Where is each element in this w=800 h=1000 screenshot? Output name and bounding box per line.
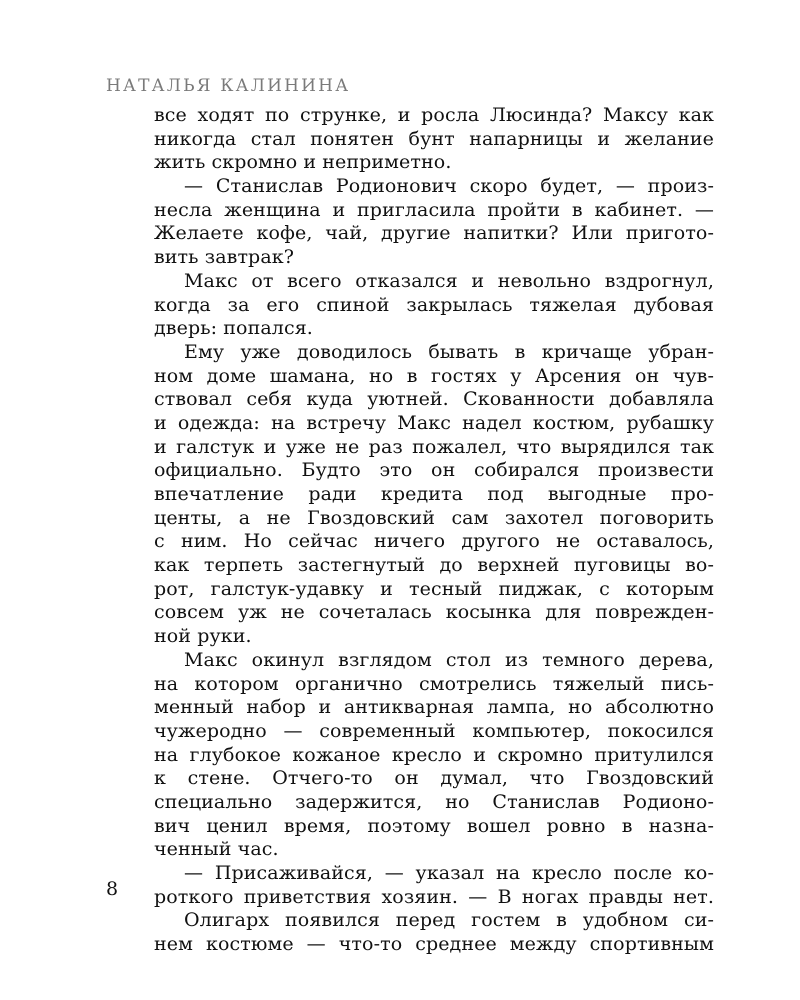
text-line: как терпеть застегнутый до верхней пуговицы во- xyxy=(154,554,714,577)
text-line: Олигарх появился перед гостем в удобном си- xyxy=(184,909,714,932)
running-head: НАТАЛЬЯ КАЛИНИНА xyxy=(106,76,351,96)
text-line: на глубокое кожаное кресло и скромно притулился xyxy=(154,743,714,766)
text-line: Макс окинул взглядом стол из темного дерева, xyxy=(184,648,714,671)
page-number: 8 xyxy=(106,878,119,900)
text-line: роткого приветствия хозяин. — В ногах правды нет. xyxy=(154,885,714,908)
text-line: ной руки. xyxy=(154,625,252,648)
text-line: и галстук и уже не раз пожалел, что вырядился так xyxy=(154,435,714,458)
text-line: — Станислав Родионович скоро будет, — произ- xyxy=(184,175,714,198)
text-line: впечатление ради кредита под выгодные про- xyxy=(154,483,714,505)
text-line: Желаете кофе, чай, другие напитки? Или пригото- xyxy=(154,222,714,245)
text-line: когда за его спиной закрылась тяжелая дубовая xyxy=(154,293,714,316)
text-line: жить скромно и неприметно. xyxy=(154,151,452,174)
text-line: никогда стал понятен бунт напарницы и желание xyxy=(154,127,714,150)
text-line: к стене. Отчего-то он думал, что Гвоздовский xyxy=(154,767,714,790)
text-line: ном доме шамана, но в гостях у Арсения он чув- xyxy=(154,364,714,387)
text-line: официально. Будто это он собирался произвести xyxy=(154,459,714,482)
text-line: — Присаживайся, — указал на кресло после ко- xyxy=(184,862,714,884)
text-line: совсем уж не сочеталась косынка для поврежден- xyxy=(154,601,714,624)
body-text xyxy=(154,104,714,957)
text-line: нем костюме — что-то среднее между спортивным xyxy=(154,933,714,956)
text-line: и одежда: на встречу Макс надел костюм, рубашку xyxy=(154,411,714,434)
text-line: с ним. Но сейчас ничего другого не оставалось, xyxy=(154,530,714,553)
text-line: рот, галстук-удавку и тесный пиджак, с которым xyxy=(154,577,714,600)
text-line: вить завтрак? xyxy=(154,246,295,269)
text-line: несла женщина и пригласила пройти в кабинет. — xyxy=(154,198,714,221)
text-line: ченный час. xyxy=(154,838,279,861)
text-line: специально задержится, но Станислав Родионо- xyxy=(154,790,714,813)
text-line: Макс от всего отказался и невольно вздрогнул, xyxy=(184,269,714,292)
text-line: все ходят по струнке, и росла Люсинда? Максу как xyxy=(154,104,714,126)
text-line: ствовал себя куда уютней. Скованности добавляла xyxy=(154,388,714,411)
text-line: менный набор и антикварная лампа, но абсолютно xyxy=(154,696,714,719)
text-line: вич ценил время, поэтому вошел ровно в назна- xyxy=(154,814,714,837)
text-line: чужеродно — современный компьютер, покосился xyxy=(154,719,714,742)
text-line: на котором органично смотрелись тяжелый пись- xyxy=(154,672,714,695)
text-line: центы, а не Гвоздовский сам захотел поговорить xyxy=(154,506,714,529)
text-line: Ему уже доводилось бывать в кричаще убран- xyxy=(184,340,714,363)
text-line: дверь: попался. xyxy=(154,317,313,340)
